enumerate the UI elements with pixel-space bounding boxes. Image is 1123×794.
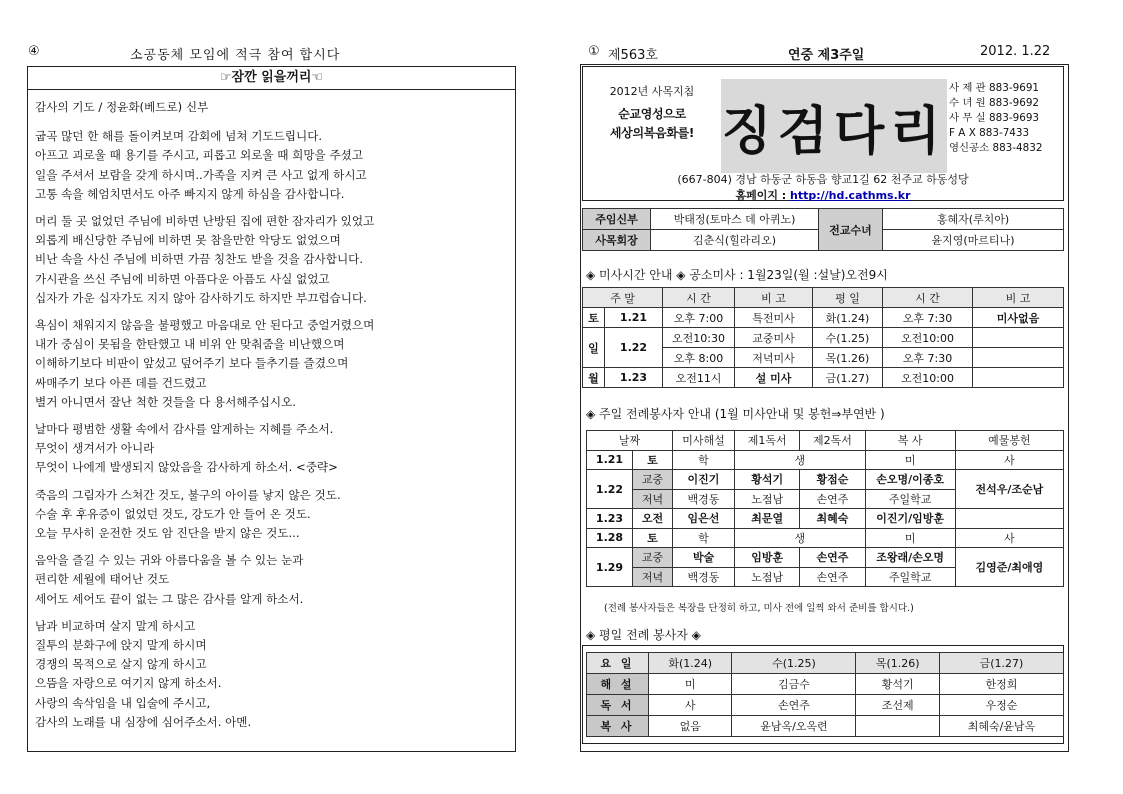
article-line: 편리한 세월에 태어난 것도 <box>35 572 170 587</box>
page-number: ① <box>588 44 600 59</box>
article-paragraph <box>35 486 509 544</box>
weekday: 목(1.26) <box>813 348 883 368</box>
column-header: 평 일 <box>813 288 883 308</box>
weekday-time: 오후 7:30 <box>883 348 973 368</box>
duty-date: 1.23 <box>587 509 633 529</box>
reading-box-title: ☞잠깐 읽을꺼리☜ <box>28 67 515 90</box>
table-row <box>587 450 1064 470</box>
table-row <box>587 716 1064 737</box>
weekday-duty-title: ◈ 평일 전례 봉사자 ◈ <box>586 628 701 642</box>
article-line: 무엇이 나에게 발생되지 않았음을 감사하게 하소서. <중략> <box>35 460 338 475</box>
duty-cell: 손오명/이종호 <box>865 470 955 490</box>
duty-cell <box>856 716 939 737</box>
duty-cell: 노점남 <box>735 489 800 509</box>
motto-line: 세상의복음화를! <box>609 126 695 140</box>
article-line: 사랑의 속삭임을 내 입술에 주시고, <box>35 695 211 710</box>
mass-time: 오전10:30 <box>663 328 735 348</box>
issue-date: 2012. 1.22 <box>980 44 1051 59</box>
table-row <box>583 328 1064 348</box>
contact-item: 사 제 관 883-9691 <box>949 82 1040 94</box>
contact-item: 사 무 실 883-9693 <box>949 112 1040 124</box>
duty-date: 1.21 <box>587 450 633 470</box>
weekday: 금(1.27) <box>813 368 883 388</box>
table-row <box>583 209 1064 230</box>
table-row <box>587 548 1064 568</box>
article-paragraphs <box>35 127 509 732</box>
article-paragraph <box>35 551 509 609</box>
column-header: 시 간 <box>883 288 973 308</box>
article-line: 무엇이 생겨서가 아니라 <box>35 441 155 456</box>
weekday: 화(1.24) <box>813 308 883 328</box>
weekend-day: 월 <box>583 368 605 388</box>
column-header: 화(1.24) <box>649 653 732 674</box>
article-paragraph <box>35 617 509 732</box>
duty-cell: 황석기 <box>735 470 800 490</box>
duty-mass: 저녁 <box>633 567 673 587</box>
nun-name: 홍혜자(루치아) <box>883 209 1064 230</box>
nuns-label: 전교수녀 <box>819 209 883 251</box>
article-line: 질투의 분화구에 앉지 말게 하시며 <box>35 638 207 653</box>
article-paragraph <box>35 127 509 204</box>
article-line: 싸매주기 보다 아픈 데를 건드렸고 <box>35 375 207 390</box>
motto-line: 순교영성으로 <box>618 107 686 121</box>
weekday-note: 미사없음 <box>973 308 1064 328</box>
duty-cell: 손연주 <box>800 567 865 587</box>
duty-cell: 생 <box>735 450 866 470</box>
council-label: 사목회장 <box>583 230 651 251</box>
liturgical-week: 연중 제3주일 <box>788 48 865 63</box>
table-row <box>587 695 1064 716</box>
contact-item: 영신공소 883-4832 <box>949 142 1043 154</box>
homepage-label: 홈페이지 : <box>735 189 791 202</box>
contact-item: F A X 883-7433 <box>949 127 1030 139</box>
article-line: 일을 주셔서 보람을 갖게 하시며..가족을 지켜 큰 사고 없게 하시고 <box>35 167 367 182</box>
mass-time: 오후 7:00 <box>663 308 735 328</box>
article-line: 머리 둘 곳 없었던 주님에 비하면 난방된 집에 편한 잠자리가 있었고 <box>35 214 375 229</box>
column-header: 미사해설 <box>673 431 735 451</box>
duty-mass: 교중 <box>633 548 673 568</box>
weekend-date: 1.23 <box>605 368 663 388</box>
article-line: 외롭게 배신당한 주님에 비하면 못 참을만한 악당도 없었으며 <box>35 233 341 248</box>
column-header: 금(1.27) <box>939 653 1063 674</box>
duty-date: 1.29 <box>587 548 633 587</box>
duty-mass: 토 <box>633 528 673 548</box>
table-row <box>583 308 1064 328</box>
duty-cell: 이진기/임방훈 <box>865 509 955 529</box>
article-line: 감사의 노래를 내 심장에 심어주소서. 아멘. <box>35 714 252 729</box>
weekend-day: 토 <box>583 308 605 328</box>
article-line: 고통 속을 헤엄치면서도 아주 빠지지 않게 하심을 감사합니다. <box>35 186 345 201</box>
column-header: 예물봉헌 <box>955 431 1063 451</box>
pastor-label: 주임신부 <box>583 209 651 230</box>
row-header: 독 서 <box>587 695 649 716</box>
column-header: 비 고 <box>973 288 1064 308</box>
table-row <box>583 368 1064 388</box>
duty-note: (전례 봉사자들은 복장을 단정히 하고, 미사 전에 일찍 와서 준비를 합시다.) <box>604 603 914 614</box>
table-row <box>587 470 1064 490</box>
mass-time: 오후 8:00 <box>663 348 735 368</box>
duty-cell: 황점순 <box>800 470 865 490</box>
duty-roster-title: ◈ 주일 전례봉사자 안내 (1월 미사안내 및 봉헌⇒부연반 ) <box>586 407 885 421</box>
duty-cell: 우정순 <box>939 695 1063 716</box>
guideline-motto <box>587 105 717 143</box>
contact-list <box>949 81 1042 156</box>
weekend-date: 1.21 <box>605 308 663 328</box>
staff-table <box>582 208 1064 251</box>
duty-cell: 사 <box>649 695 732 716</box>
table-header-row <box>587 653 1064 674</box>
mass-schedule-title: ◈ 미사시간 안내 ◈ 공소미사 : 1월23일(월 :설날)오전9시 <box>586 268 888 282</box>
mass-note: 저녁미사 <box>735 348 813 368</box>
article-author: 감사의 기도 / 정윤화(베드로) 신부 <box>35 100 209 114</box>
duty-roster-table <box>586 430 1064 587</box>
duty-cell: 손연주 <box>732 695 856 716</box>
duty-cell: 조선제 <box>856 695 939 716</box>
column-header: 시 간 <box>663 288 735 308</box>
duty-cell: 손연주 <box>800 489 865 509</box>
duty-cell: 미 <box>865 528 955 548</box>
duty-cell: 조왕래/손오명 <box>865 548 955 568</box>
article-line: 욕심이 채워지지 않음을 불평했고 마음대로 안 된다고 중얼거렸으며 <box>35 318 375 333</box>
weekday: 수(1.25) <box>813 328 883 348</box>
table-row <box>587 528 1064 548</box>
column-header: 수(1.25) <box>732 653 856 674</box>
guideline-year: 2012년 사목지침 <box>609 85 695 98</box>
contact-item: 수 녀 원 883-9692 <box>949 97 1040 109</box>
article-line: 별거 아니면서 잘난 척한 것들을 다 용서해주십시오. <box>35 394 296 409</box>
duty-cell: 최혜숙 <box>800 509 865 529</box>
right-page <box>560 0 1123 794</box>
page-slogan: 소공동체 모임에 적극 참여 합시다 <box>130 48 341 63</box>
article-line: 오늘 무사히 운전한 것도 암 진단을 받지 않은 것도... <box>35 526 300 541</box>
column-header: 제2독서 <box>800 431 865 451</box>
duty-cell: 백경동 <box>673 567 735 587</box>
weekday-time: 오후 7:30 <box>883 308 973 328</box>
article-line: 굽곡 많던 한 해를 돌이켜보며 감회에 넘쳐 기도드립니다. <box>35 129 323 144</box>
column-header: 비 고 <box>735 288 813 308</box>
duty-cell: 생 <box>735 528 866 548</box>
column-header: 제1독서 <box>735 431 800 451</box>
issue-number: 제563호 <box>608 48 658 63</box>
duty-cell: 사 <box>955 528 1063 548</box>
church-address: (667-804) 경남 하동군 하동읍 향교1길 62 천주교 하동성당 <box>677 173 969 186</box>
article-paragraph <box>35 212 509 308</box>
mass-note: 교중미사 <box>735 328 813 348</box>
article-line: 음악을 즐길 수 있는 귀와 아름다움을 볼 수 있는 눈과 <box>35 553 304 568</box>
duty-cell: 김금수 <box>732 674 856 695</box>
row-header: 요 일 <box>587 653 649 674</box>
article-line: 비난 속을 사신 주님에 비하면 가끔 칭찬도 받을 것을 감사합니다. <box>35 252 364 267</box>
duty-cell: 박술 <box>673 548 735 568</box>
duty-cell: 김영준/최애영 <box>955 548 1063 587</box>
duty-mass: 토 <box>633 450 673 470</box>
row-header: 복 사 <box>587 716 649 737</box>
article-line: 가시관을 쓰신 주님에 비하면 아픔다운 아픔도 사실 없었고 <box>35 271 330 286</box>
duty-mass: 저녁 <box>633 489 673 509</box>
article-line: 세어도 세어도 끝이 없는 그 많은 감사를 알게 하소서. <box>35 591 304 606</box>
article-paragraph <box>35 316 509 412</box>
weekend-day: 일 <box>583 328 605 368</box>
duty-cell: 백경동 <box>673 489 735 509</box>
council-name: 김춘식(힐라리오) <box>651 230 819 251</box>
article-line: 내가 중심이 못됨을 한탄했고 내 비위 안 맞춰줌을 비난했으며 <box>35 337 345 352</box>
column-header: 복 사 <box>865 431 955 451</box>
mass-schedule-table <box>582 287 1064 388</box>
article-line: 으뜸을 자랑으로 여기지 않게 하소서. <box>35 676 222 691</box>
duty-cell: 황석기 <box>856 674 939 695</box>
left-page <box>0 0 540 794</box>
article-line: 십자가 가운 십자가도 지지 않아 감사하기도 하지만 부끄럽습니다. <box>35 290 367 305</box>
duty-cell: 윤남옥/오옥련 <box>732 716 856 737</box>
table-header-row <box>583 288 1064 308</box>
duty-date: 1.28 <box>587 528 633 548</box>
article-line: 수술 후 후유증이 없었던 것도, 강도가 안 들어 온 것도. <box>35 506 311 521</box>
weekend-date: 1.22 <box>605 328 663 368</box>
article-line: 죽음의 그림자가 스쳐간 것도, 불구의 아이를 낳지 않은 것도. <box>35 487 341 502</box>
column-header: 날짜 <box>587 431 673 451</box>
article-line: 경쟁의 목적으로 살지 않게 하시고 <box>35 657 207 672</box>
reading-body <box>28 90 515 732</box>
duty-mass: 오전 <box>633 509 673 529</box>
pastoral-guideline <box>587 83 717 143</box>
newsletter-logo: 징검다리 <box>721 79 947 173</box>
duty-cell <box>955 509 1063 529</box>
reading-box <box>27 66 516 752</box>
duty-cell: 손연주 <box>800 548 865 568</box>
row-header: 해 설 <box>587 674 649 695</box>
article-paragraph <box>35 420 509 478</box>
article-line: 날마다 평범한 생활 속에서 감사를 알게하는 지혜를 주소서. <box>35 422 334 437</box>
duty-cell: 전석우/조순남 <box>955 470 1063 509</box>
nun-name: 윤지영(마르티나) <box>883 230 1064 251</box>
duty-cell: 이진기 <box>673 470 735 490</box>
duty-mass: 교중 <box>633 470 673 490</box>
duty-cell: 미 <box>865 450 955 470</box>
article-line: 아프고 괴로울 때 용기를 주시고, 피롭고 외로울 때 희망을 주셨고 <box>35 148 364 163</box>
weekday-duty-table <box>586 652 1064 737</box>
column-header: 주 말 <box>583 288 663 308</box>
pastor-name: 박태정(토마스 데 아퀴노) <box>651 209 819 230</box>
duty-cell: 학 <box>673 528 735 548</box>
duty-cell: 노점남 <box>735 567 800 587</box>
duty-cell: 임방훈 <box>735 548 800 568</box>
mass-note: 특전미사 <box>735 308 813 328</box>
weekday-note <box>973 368 1064 388</box>
table-row <box>587 674 1064 695</box>
column-header: 목(1.26) <box>856 653 939 674</box>
table-header-row <box>587 431 1064 451</box>
duty-cell: 최문열 <box>735 509 800 529</box>
homepage <box>583 187 1063 203</box>
duty-cell: 한정희 <box>939 674 1063 695</box>
weekday-time: 오전10:00 <box>883 328 973 348</box>
duty-cell: 미 <box>649 674 732 695</box>
duty-cell: 최혜숙/윤남옥 <box>939 716 1063 737</box>
duty-cell: 주일학교 <box>865 567 955 587</box>
duty-cell: 주일학교 <box>865 489 955 509</box>
masthead <box>582 66 1064 201</box>
mass-time: 오전11시 <box>663 368 735 388</box>
duty-date: 1.22 <box>587 470 633 509</box>
table-row <box>587 509 1064 529</box>
mass-note: 설 미사 <box>735 368 813 388</box>
article-line: 이해하기보다 비판이 앞섰고 덮어주기 보다 들추기를 즐겼으며 <box>35 356 349 371</box>
weekday-note <box>973 348 1064 368</box>
homepage-link[interactable]: http://hd.cathms.kr <box>790 189 911 202</box>
duty-cell: 없음 <box>649 716 732 737</box>
page-number: ④ <box>28 44 40 59</box>
weekday-time: 오전10:00 <box>883 368 973 388</box>
duty-cell: 임은선 <box>673 509 735 529</box>
duty-cell: 사 <box>955 450 1063 470</box>
weekday-note <box>973 328 1064 348</box>
duty-cell: 학 <box>673 450 735 470</box>
article-line: 남과 비교하며 살지 말게 하시고 <box>35 618 196 633</box>
